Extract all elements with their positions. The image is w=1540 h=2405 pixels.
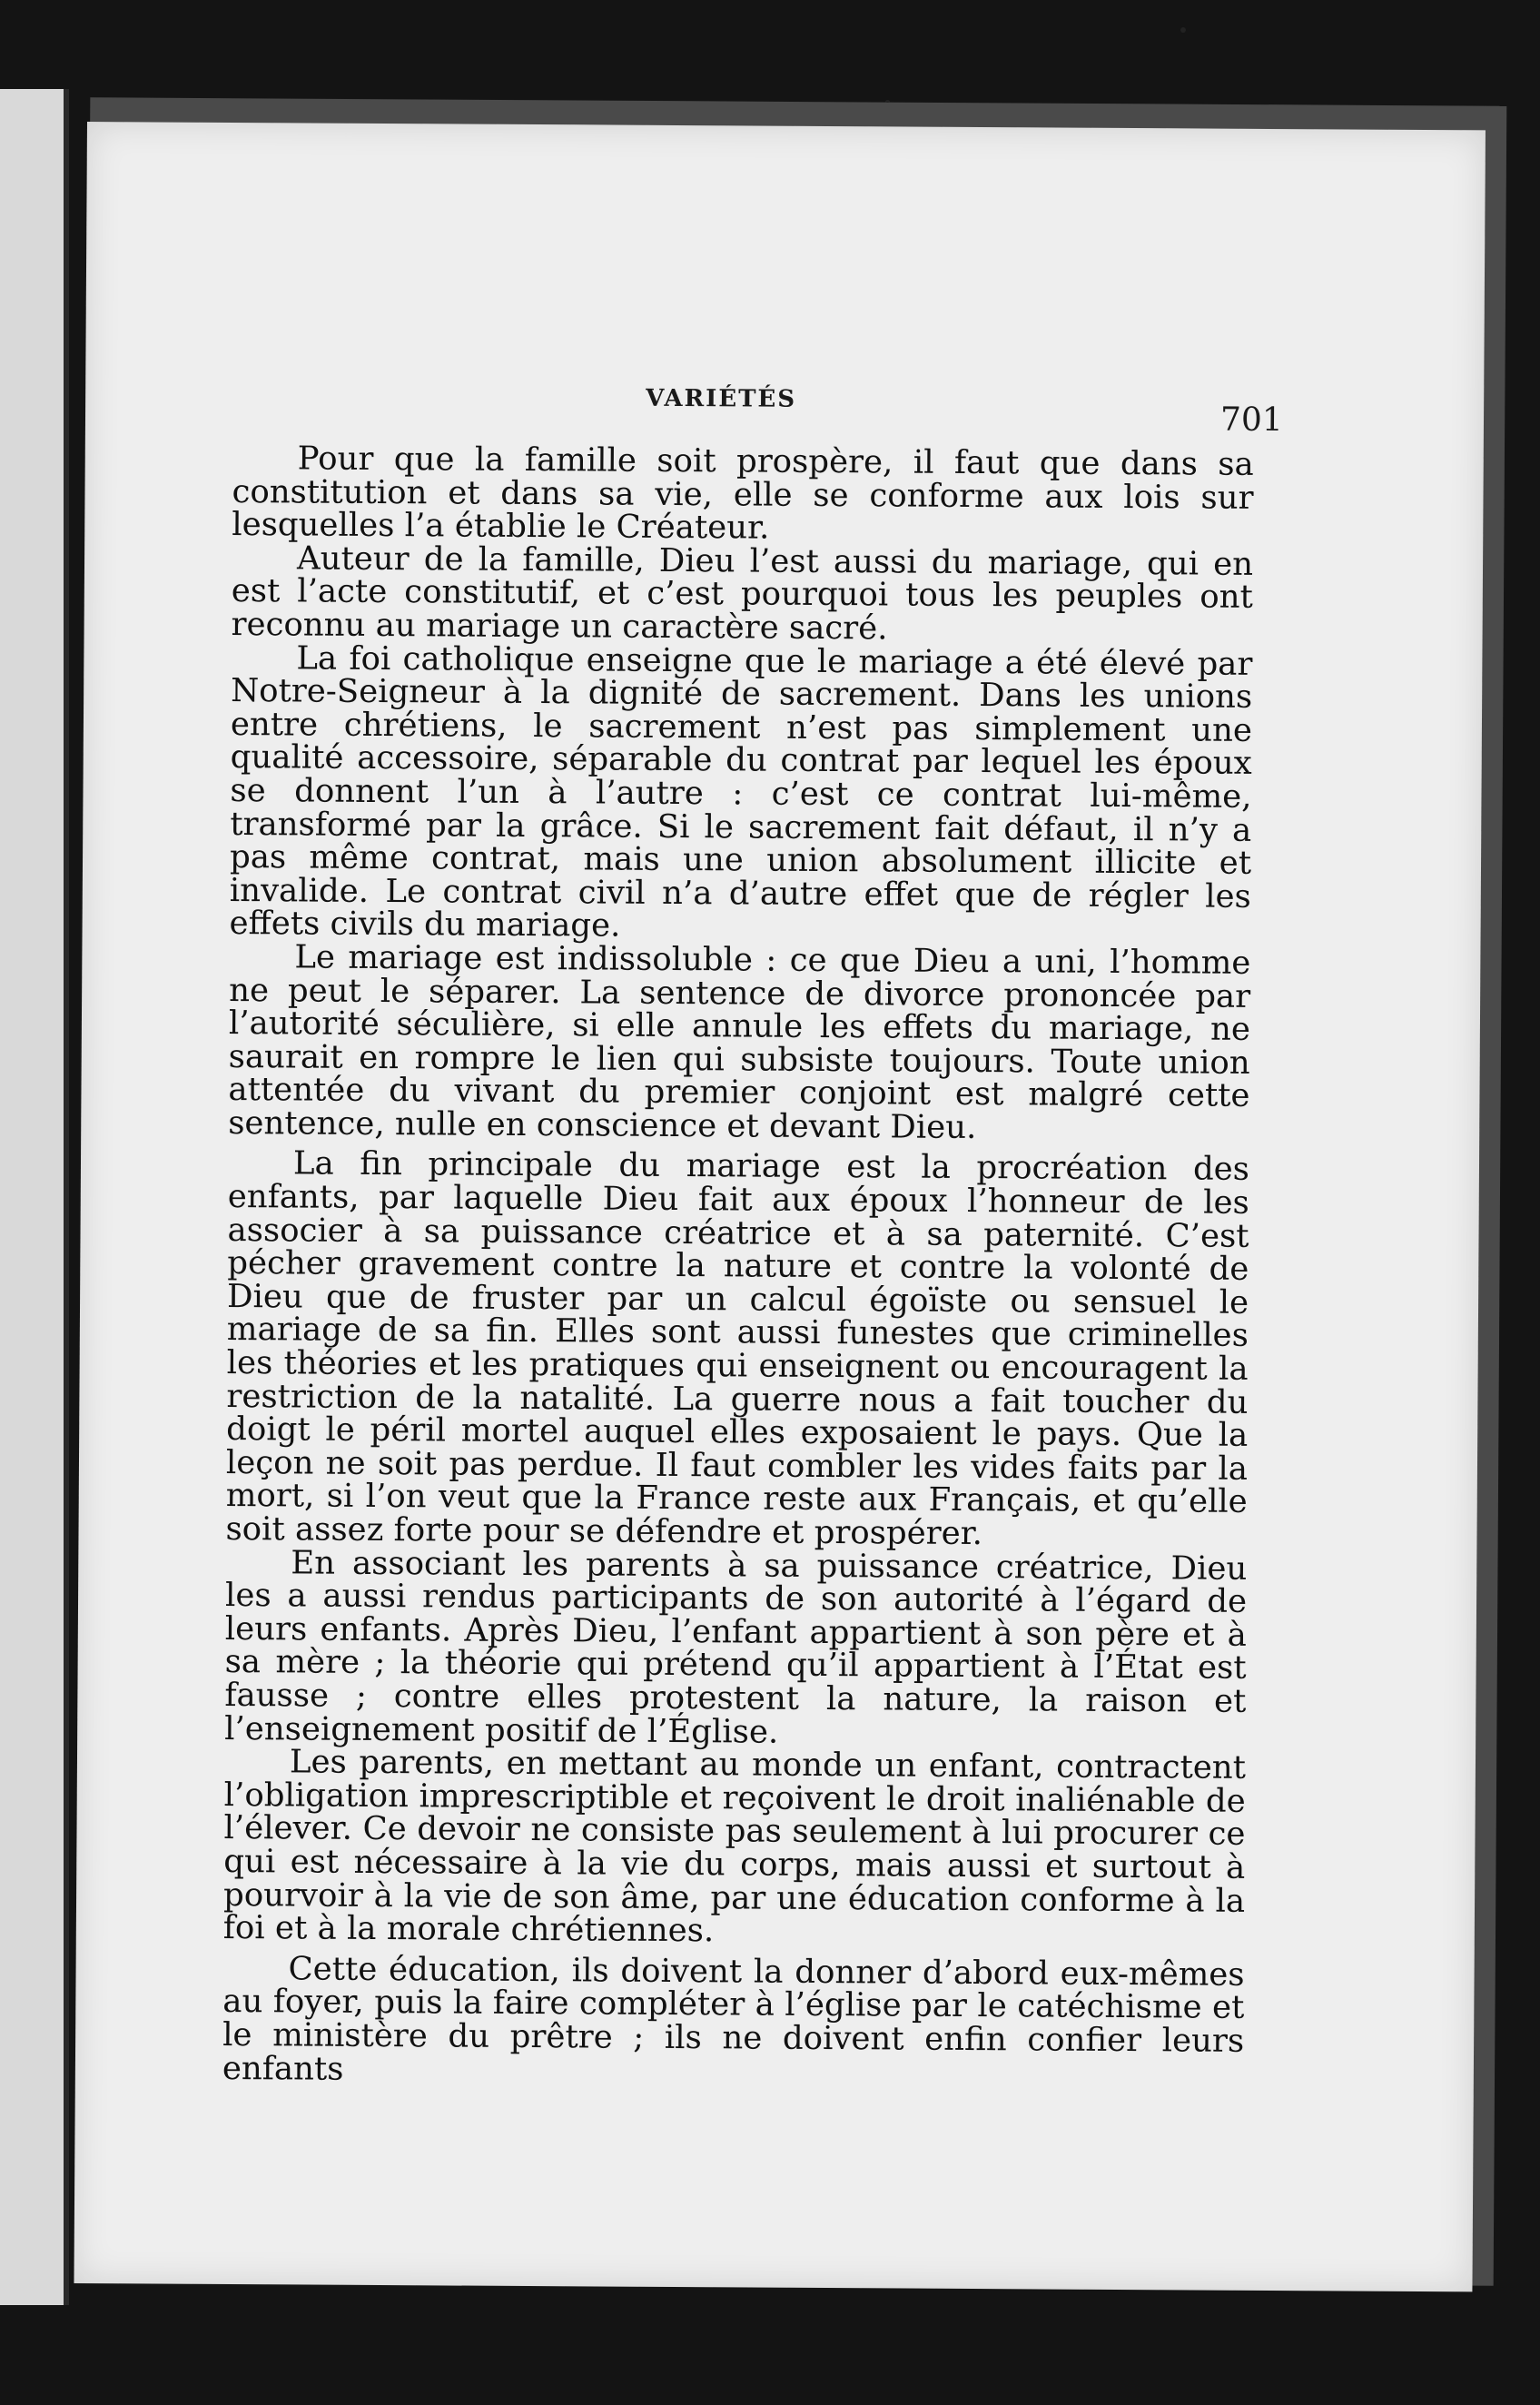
adjacent-page-edge	[0, 89, 69, 2305]
paragraph: La foi catholique enseigne que le mariage a été élevé par Notre-Seigneur à la dignité de sacrement. Dans les unions entre chrétiens, le sacrement n’est pas simplement une qualité accessoire, séparable du contrat par lequel les époux se donnent l’un à l’autre : c’est ce contrat lui-même, transformé par la grâce. Si le sacrement fait défaut, il n’y a pas même contrat, mais une union absolument illicite et invalide. Le contrat civil n’a d’autre effet que de régler les effets civils du mariage.	[229, 638, 1253, 945]
page-number: 701	[1219, 401, 1283, 440]
paragraph: Les parents, en mettant au monde un enfant, contractent l’obligation imprescriptible et reçoivent le droit inaliénable de l’élever. Ce devoir ne consiste pas seulement à lui procurer ce qui est nécessaire à la vie du corps, mais aussi et surtout à pourvoir à la vie de son âme, par une éducation conforme à la foi et à la morale chrétiennes.	[222, 1743, 1247, 1950]
paragraph: Le mariage est indissoluble : ce que Dieu a uni, l’homme ne peut le séparer. La sentence de divorce prononcée par l’autorité séculière, si elle annule les effets du mariage, ne saurait en rompre le lien qui subsiste toujours. Toute union attentée du vivant du premier conjoint est malgré cette sentence, nulle en conscience et devant Dieu.	[228, 938, 1251, 1146]
paragraph: Auteur de la famille, Dieu l’est aussi du mariage, qui en est l’acte constitutif, et c’est pourquoi tous les peuples ont reconnu au mariage un caractère sacré.	[231, 539, 1254, 648]
paragraph: La fin principale du mariage est la procréation des enfants, par laquelle Dieu fait aux époux l’honneur de les associer à sa puissance créatrice et à sa paternité. C’est pécher gravement contre la nature et contre la volonté de Dieu que de fruster par un calcul égoïste ou sensuel le mariage de sa fin. Elles sont aussi funestes que criminelles les théories et les pratiques qui enseignent ou encouragent la restriction de la natalité. La guerre nous a fait toucher du doigt le péril mortel auquel elles exposaient le pays. Que la leçon ne soit pas perdue. Il faut combler les vides faits par la mort, si l’on veut que la France reste aux Français, et qu’elle soit assez forte pour se défendre et prospérer.	[225, 1144, 1250, 1553]
running-title: VARIÉTÉS	[646, 384, 797, 413]
body-text	[222, 442, 1254, 2092]
paragraph: Cette éducation, ils doivent la donner d’abord eux-mêmes au foyer, puis la faire compléter à l’église par le catéchisme et le ministère du prêtre ; ils ne doivent enfin confier leurs enfants	[222, 1950, 1245, 2088]
book-page	[74, 122, 1486, 2291]
film-dust	[885, 100, 890, 103]
paragraph: En associant les parents à sa puissance créatrice, Dieu les a aussi rendus participants de son autorité à l’égard de leurs enfants. Après Dieu, l’enfant appartient à son père et à sa mère ; la théorie qui prétend qu’il appartient à l’État est fausse ; contre elles protestent la nature, la raison et l’enseignement positif de l’Église.	[224, 1543, 1248, 1751]
paragraph: Pour que la famille soit prospère, il faut que dans sa constitution et dans sa vie, elle se conforme aux lois sur lesquelles l’a établie le Créateur.	[232, 440, 1254, 547]
film-dust	[1180, 27, 1186, 33]
